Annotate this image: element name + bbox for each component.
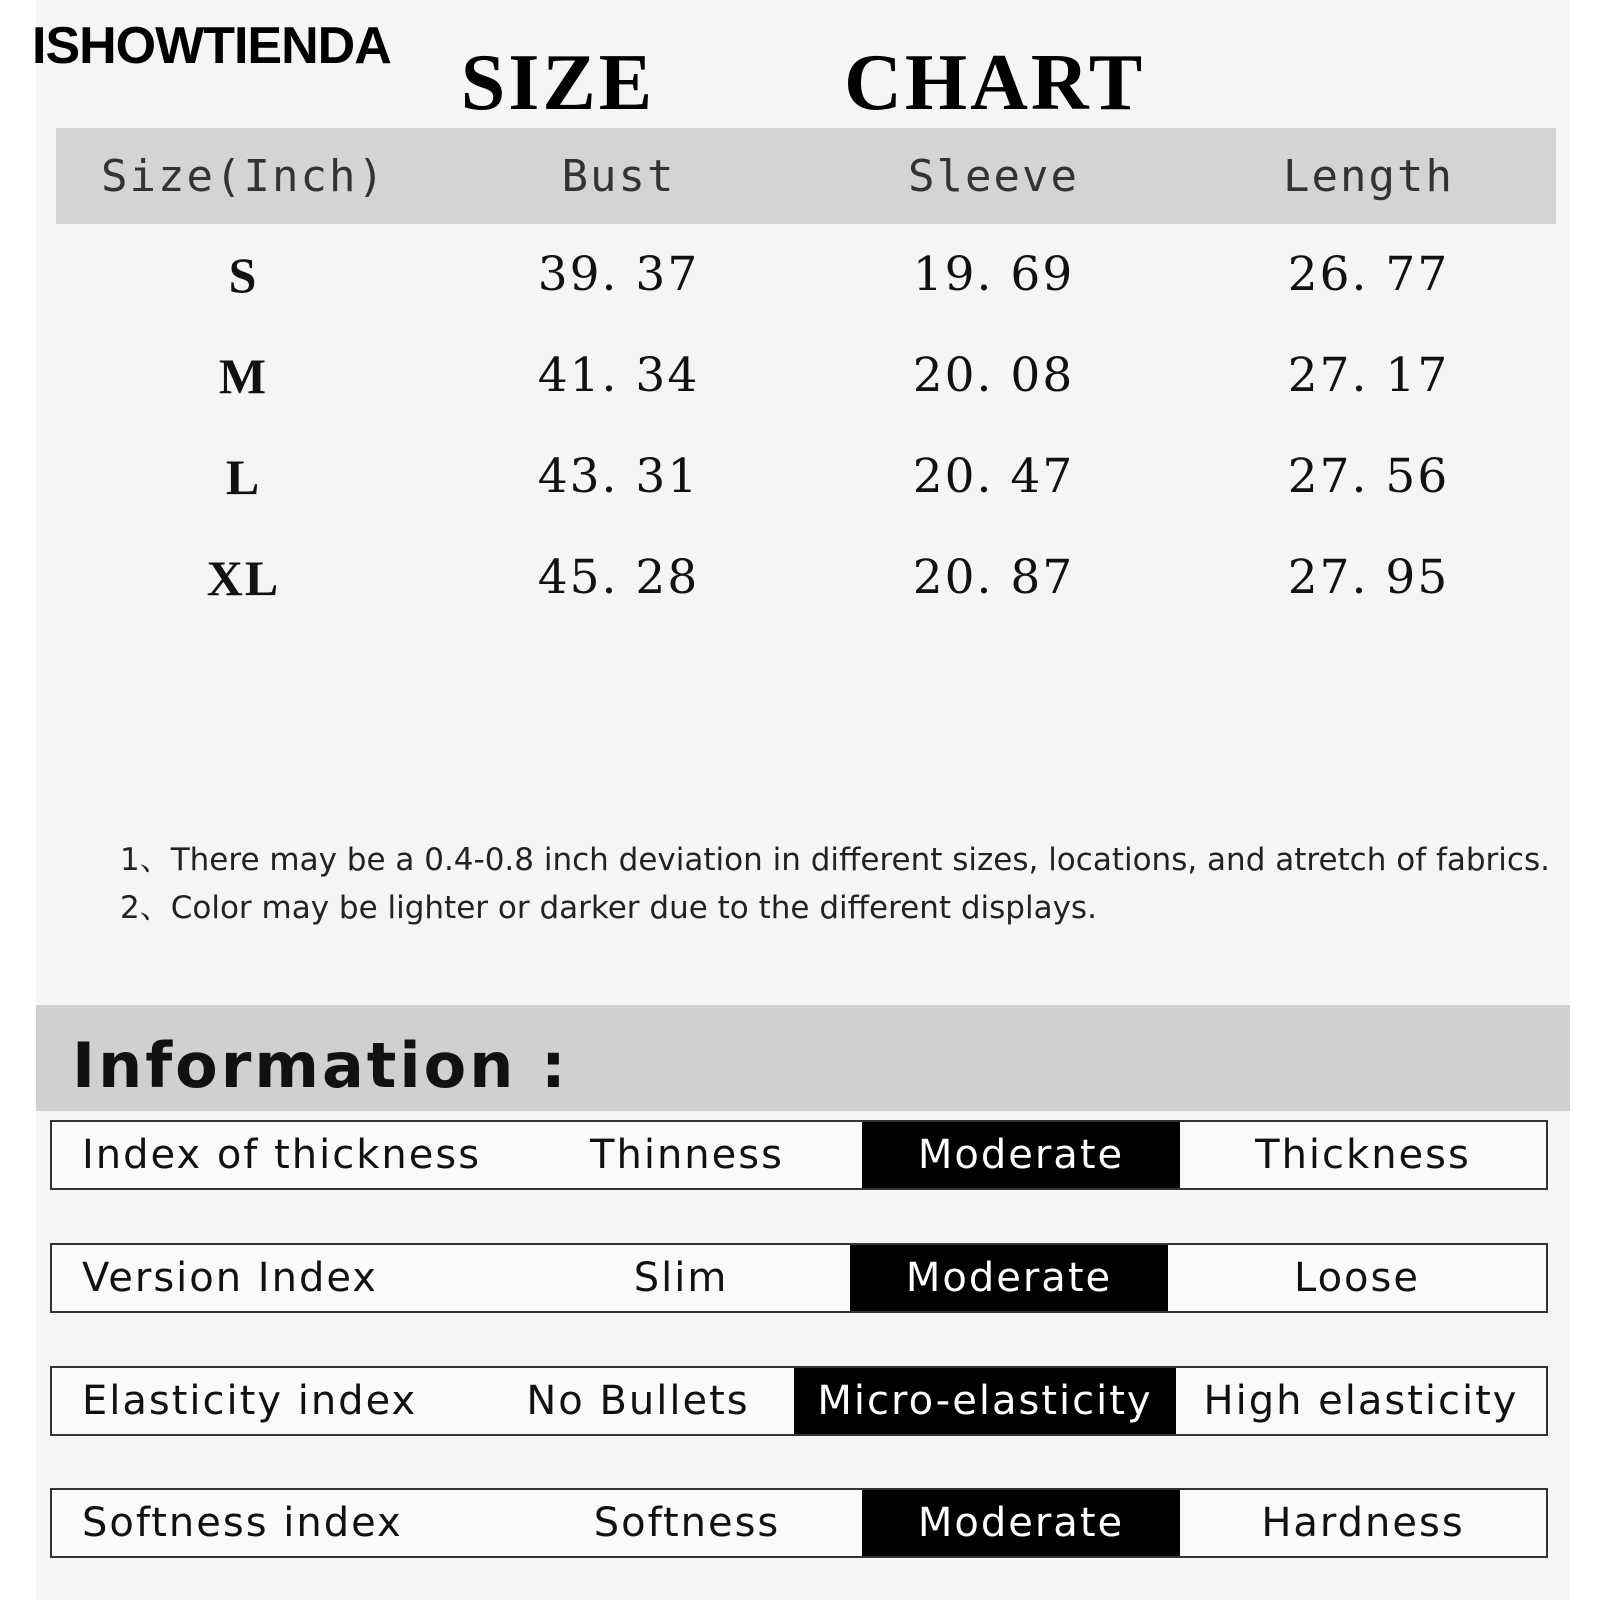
notes	[120, 836, 1550, 932]
info-row-thickness	[50, 1120, 1548, 1190]
header-bust: Bust	[431, 128, 806, 224]
size-cell: M	[218, 347, 269, 404]
info-row-elasticity	[50, 1366, 1548, 1436]
table-row	[56, 426, 1556, 527]
information-heading: Information :	[72, 1029, 569, 1102]
info-option-selected: Micro-elasticity	[794, 1368, 1176, 1434]
length-cell: 26. 77	[1287, 247, 1450, 302]
information-header	[36, 1005, 1570, 1111]
length-cell: 27. 17	[1287, 348, 1450, 403]
table-header-row	[56, 128, 1556, 224]
info-option: Thickness	[1255, 1132, 1471, 1178]
info-option-selected: Moderate	[862, 1122, 1180, 1188]
info-option: High elasticity	[1203, 1378, 1519, 1424]
note-color: 2、Color may be lighter or darker due to the different displays.	[120, 890, 1097, 926]
info-option: Hardness	[1261, 1500, 1465, 1546]
note-deviation: 1、There may be a 0.4-0.8 inch deviation in different sizes, locations, and atretch of fabrics.	[120, 842, 1550, 878]
table-row	[56, 527, 1556, 628]
sleeve-cell: 20. 47	[912, 449, 1075, 504]
size-cell: S	[228, 246, 259, 303]
table-row	[56, 224, 1556, 325]
bust-cell: 39. 37	[537, 247, 700, 302]
info-label: Version Index	[82, 1255, 378, 1301]
info-option-selected: Moderate	[850, 1245, 1168, 1311]
info-label: Index of thickness	[82, 1132, 482, 1178]
page-title: SIZE CHART	[460, 39, 1146, 127]
info-option-selected: Moderate	[862, 1490, 1180, 1556]
length-cell: 27. 95	[1287, 550, 1450, 605]
info-option: Softness	[593, 1500, 781, 1546]
brand-logo-text: ISHOWTIENDA	[32, 17, 391, 75]
sleeve-cell: 19. 69	[912, 247, 1075, 302]
info-option: No Bullets	[526, 1378, 750, 1424]
info-row-softness	[50, 1488, 1548, 1558]
header-size: Size(Inch)	[56, 128, 431, 224]
info-option: Slim	[633, 1255, 729, 1301]
header-sleeve: Sleeve	[806, 128, 1181, 224]
info-option: Thinness	[590, 1132, 784, 1178]
bust-cell: 45. 28	[537, 550, 700, 605]
bust-cell: 41. 34	[537, 348, 700, 403]
table-row	[56, 325, 1556, 426]
info-label: Softness index	[82, 1500, 403, 1546]
info-option: Loose	[1294, 1255, 1420, 1301]
sleeve-cell: 20. 87	[912, 550, 1075, 605]
size-cell: XL	[206, 549, 281, 606]
header-length: Length	[1181, 128, 1556, 224]
bust-cell: 43. 31	[537, 449, 700, 504]
size-cell: L	[225, 448, 262, 505]
length-cell: 27. 56	[1287, 449, 1450, 504]
info-row-version	[50, 1243, 1548, 1313]
sleeve-cell: 20. 08	[912, 348, 1075, 403]
info-label: Elasticity index	[82, 1378, 418, 1424]
size-chart-table	[56, 128, 1556, 628]
